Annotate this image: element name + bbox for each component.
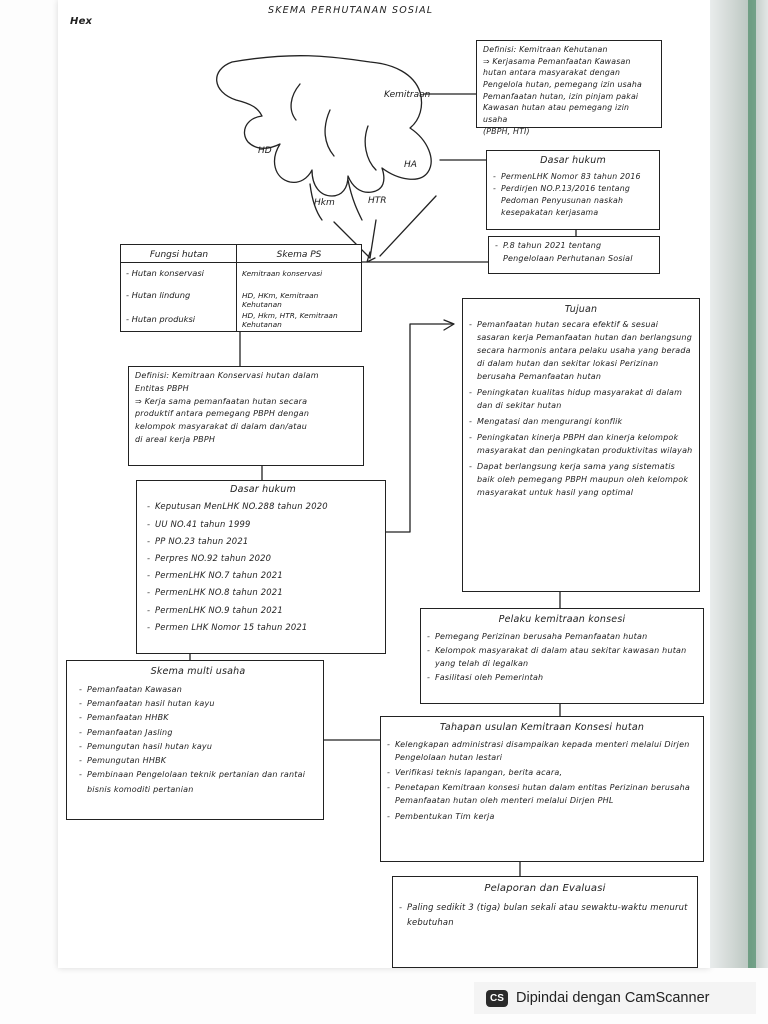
table-row: - Hutan lindung xyxy=(126,290,191,300)
definisi-konservasi-line: Definisi: Kemitraan Konservasi hutan dalam xyxy=(135,371,319,380)
tahapan-item: - Pembentukan Tim kerja xyxy=(387,810,697,823)
camscanner-text: Dipindai dengan CamScanner xyxy=(516,990,710,1006)
dasar-hukum-mid-item: - PermenLHK NO.7 tahun 2021 xyxy=(147,567,379,584)
definisi-konservasi-box xyxy=(128,366,364,466)
dasar-hukum-top-box xyxy=(486,150,660,230)
skema-cell: HD, Hkm, HTR, Kemitraan Kehutanan xyxy=(242,311,338,330)
tujuan-item: - Peningkatan kualitas hidup masyarakat di dalam dan di sekitar hutan xyxy=(469,387,693,413)
dasar-hukum-mid-item: - PermenLHK NO.8 tahun 2021 xyxy=(147,584,379,601)
skema-ps-header: Skema PS xyxy=(236,244,362,264)
tujuan-item: - Peningkatan kinerja PBPH dan kinerja kelompok masyarakat dan peningkatan produktivitas wilayah xyxy=(469,432,693,458)
dasar-hukum-top-item: - Perdirjen NO.P.13/2016 tentang Pedoman Penyusunan naskah kesepakatan kerjasama xyxy=(493,183,653,219)
skema-multi-item: - Pemanfaatan hasil hutan kayu xyxy=(79,697,317,711)
page-title: SKEMA PERHUTANAN SOSIAL xyxy=(268,5,434,16)
skema-multi-item: - Pemanfaatan Kawasan xyxy=(79,683,317,697)
camscanner-logo-icon: CS xyxy=(486,990,508,1007)
pelaporan-title: Pelaporan dan Evaluasi xyxy=(484,883,606,894)
fungsi-cell: Hutan lindung xyxy=(131,290,191,300)
definisi-kemitraan-line: (PBPH, HTI) xyxy=(483,126,530,136)
fungsi-cell: Hutan produksi xyxy=(131,314,196,324)
tahapan-box xyxy=(380,716,704,862)
skema-multi-title: Skema multi usaha xyxy=(150,666,246,677)
skema-multi-item: - Pemanfaatan Jasling xyxy=(79,726,317,740)
tujuan-box xyxy=(462,298,700,592)
page-edge-binding xyxy=(748,0,756,968)
dasar-hukum-mid-title: Dasar hukum xyxy=(230,484,296,495)
pelaku-item: - Fasilitasi oleh Pemerintah xyxy=(427,671,697,685)
tujuan-item: - Pemanfaatan hutan secara efektif & sesuai sasaran kerja Pemanfaatan hutan dan berlangsung secara harmonis antara pelaku usaha yang berada di dalam hutan dan sekitar lokasi Perizinan berusaha Pemanfaatan hutan xyxy=(469,319,693,384)
definisi-kemitraan-line: Kawasan hutan atau pemegang izin usaha xyxy=(483,103,630,125)
tujuan-item: - Dapat berlangsung kerja sama yang sistematis baik oleh pemegang PBPH maupun oleh kelompok masyarakat untuk hasil yang optimal xyxy=(469,461,693,500)
hand-label-htr: HTR xyxy=(368,196,387,206)
skema-ps-column xyxy=(236,262,362,332)
skema-cell: Kemitraan konservasi xyxy=(242,269,323,278)
definisi-kemitraan-line: Definisi: Kemitraan Kehutanan xyxy=(483,45,608,54)
skema-multi-item: - Pemanfaatan HHBK xyxy=(79,711,317,725)
definisi-kemitraan-line: Pengelola hutan, pemegang izin usaha xyxy=(483,80,642,90)
skema-multi-item: - Pemungutan HHBK xyxy=(79,754,317,768)
fungsi-hutan-column xyxy=(120,262,238,332)
dasar-hukum-mid-item: - PP NO.23 tahun 2021 xyxy=(147,533,379,550)
pelaku-item: - Kelompok masyarakat di dalam atau sekitar kawasan hutan yang telah di legalkan xyxy=(427,644,697,671)
dasar-hukum-top-title: Dasar hukum xyxy=(540,155,606,166)
skema-multi-box xyxy=(66,660,324,820)
corner-label: Hex xyxy=(70,16,93,27)
tahapan-item: - Kelengkapan administrasi disampaikan kepada menteri melalui Dirjen Pengelolaan hutan lestari xyxy=(387,738,697,764)
hand-label-hd: HD xyxy=(258,146,272,156)
pelaporan-box xyxy=(392,876,698,968)
page-edge-background xyxy=(710,0,768,968)
fungsi-cell: Hutan konservasi xyxy=(131,268,204,278)
definisi-kemitraan-line: ⇒ Kerjasama Pemanfaatan Kawasan xyxy=(483,56,631,66)
fungsi-hutan-header: Fungsi hutan xyxy=(120,244,238,264)
dasar-hukum-mid-item: - Perpres NO.92 tahun 2020 xyxy=(147,550,379,567)
tujuan-item: - Mengatasi dan mengurangi konflik xyxy=(469,416,693,429)
definisi-kemitraan-box xyxy=(476,40,662,136)
hand-label-kemitraan: Kemitraan xyxy=(384,90,431,100)
pelaku-title: Pelaku kemitraan konsesi xyxy=(498,614,626,625)
dasar-hukum-mid-item: - PermenLHK NO.9 tahun 2021 xyxy=(147,602,379,619)
camscanner-watermark xyxy=(474,982,756,1014)
tahapan-item: - Verifikasi teknis lapangan, berita acara, xyxy=(387,766,697,779)
pelaporan-item: - Paling sedikit 3 (tiga) bulan sekali atau sewaktu-waktu menurut kebutuhan xyxy=(399,900,691,930)
tujuan-title: Tujuan xyxy=(564,304,598,315)
table-row: - Hutan konservasi xyxy=(126,268,204,278)
pp-box xyxy=(488,236,660,274)
definisi-kemitraan-line: hutan antara masyarakat dengan xyxy=(483,68,621,78)
definisi-konservasi-line: Entitas PBPH xyxy=(135,383,189,393)
pp-item: - P.8 tahun 2021 tentang Pengelolaan Perhutanan Sosial xyxy=(495,240,653,266)
dasar-hukum-top-item: - PermenLHK Nomor 83 tahun 2016 xyxy=(493,171,653,183)
definisi-kemitraan-line: Pemanfaatan hutan, izin pinjam pakai xyxy=(483,91,639,101)
tahapan-item: - Penetapan Kemitraan konsesi hutan dalam entitas Perizinan berusaha Pemanfaatan hutan oleh menteri melalui Dirjen PHL xyxy=(387,781,697,807)
hand-label-hkm: Hkm xyxy=(314,198,335,208)
dasar-hukum-mid-item: - Keputusan MenLHK NO.288 tahun 2020 xyxy=(147,498,379,515)
dasar-hukum-mid-item: - UU NO.41 tahun 1999 xyxy=(147,516,379,533)
definisi-konservasi-line: ⇒ Kerja sama pemanfaatan hutan secara xyxy=(135,396,308,406)
table-row: - Hutan produksi xyxy=(126,314,196,324)
pelaku-box xyxy=(420,608,704,704)
hand-label-ha: HA xyxy=(404,160,417,170)
definisi-konservasi-line: kelompok masyarakat di dalam dan/atau xyxy=(135,422,307,432)
skema-cell: HD, HKm, Kemitraan Kehutanan xyxy=(242,291,319,310)
tahapan-title: Tahapan usulan Kemitraan Konsesi hutan xyxy=(439,722,645,733)
definisi-konservasi-line: di areal kerja PBPH xyxy=(135,434,216,444)
dasar-hukum-mid-item: - Permen LHK Nomor 15 tahun 2021 xyxy=(147,619,379,636)
dasar-hukum-mid-box xyxy=(136,480,386,654)
pelaku-item: - Pemegang Perizinan berusaha Pemanfaatan hutan xyxy=(427,630,697,644)
skema-multi-item: - Pemungutan hasil hutan kayu xyxy=(79,740,317,754)
skema-multi-item: - Pembinaan Pengelolaan teknik pertanian dan rantai bisnis komoditi pertanian xyxy=(79,768,317,796)
definisi-konservasi-line: produktif antara pemegang PBPH dengan xyxy=(135,409,310,419)
